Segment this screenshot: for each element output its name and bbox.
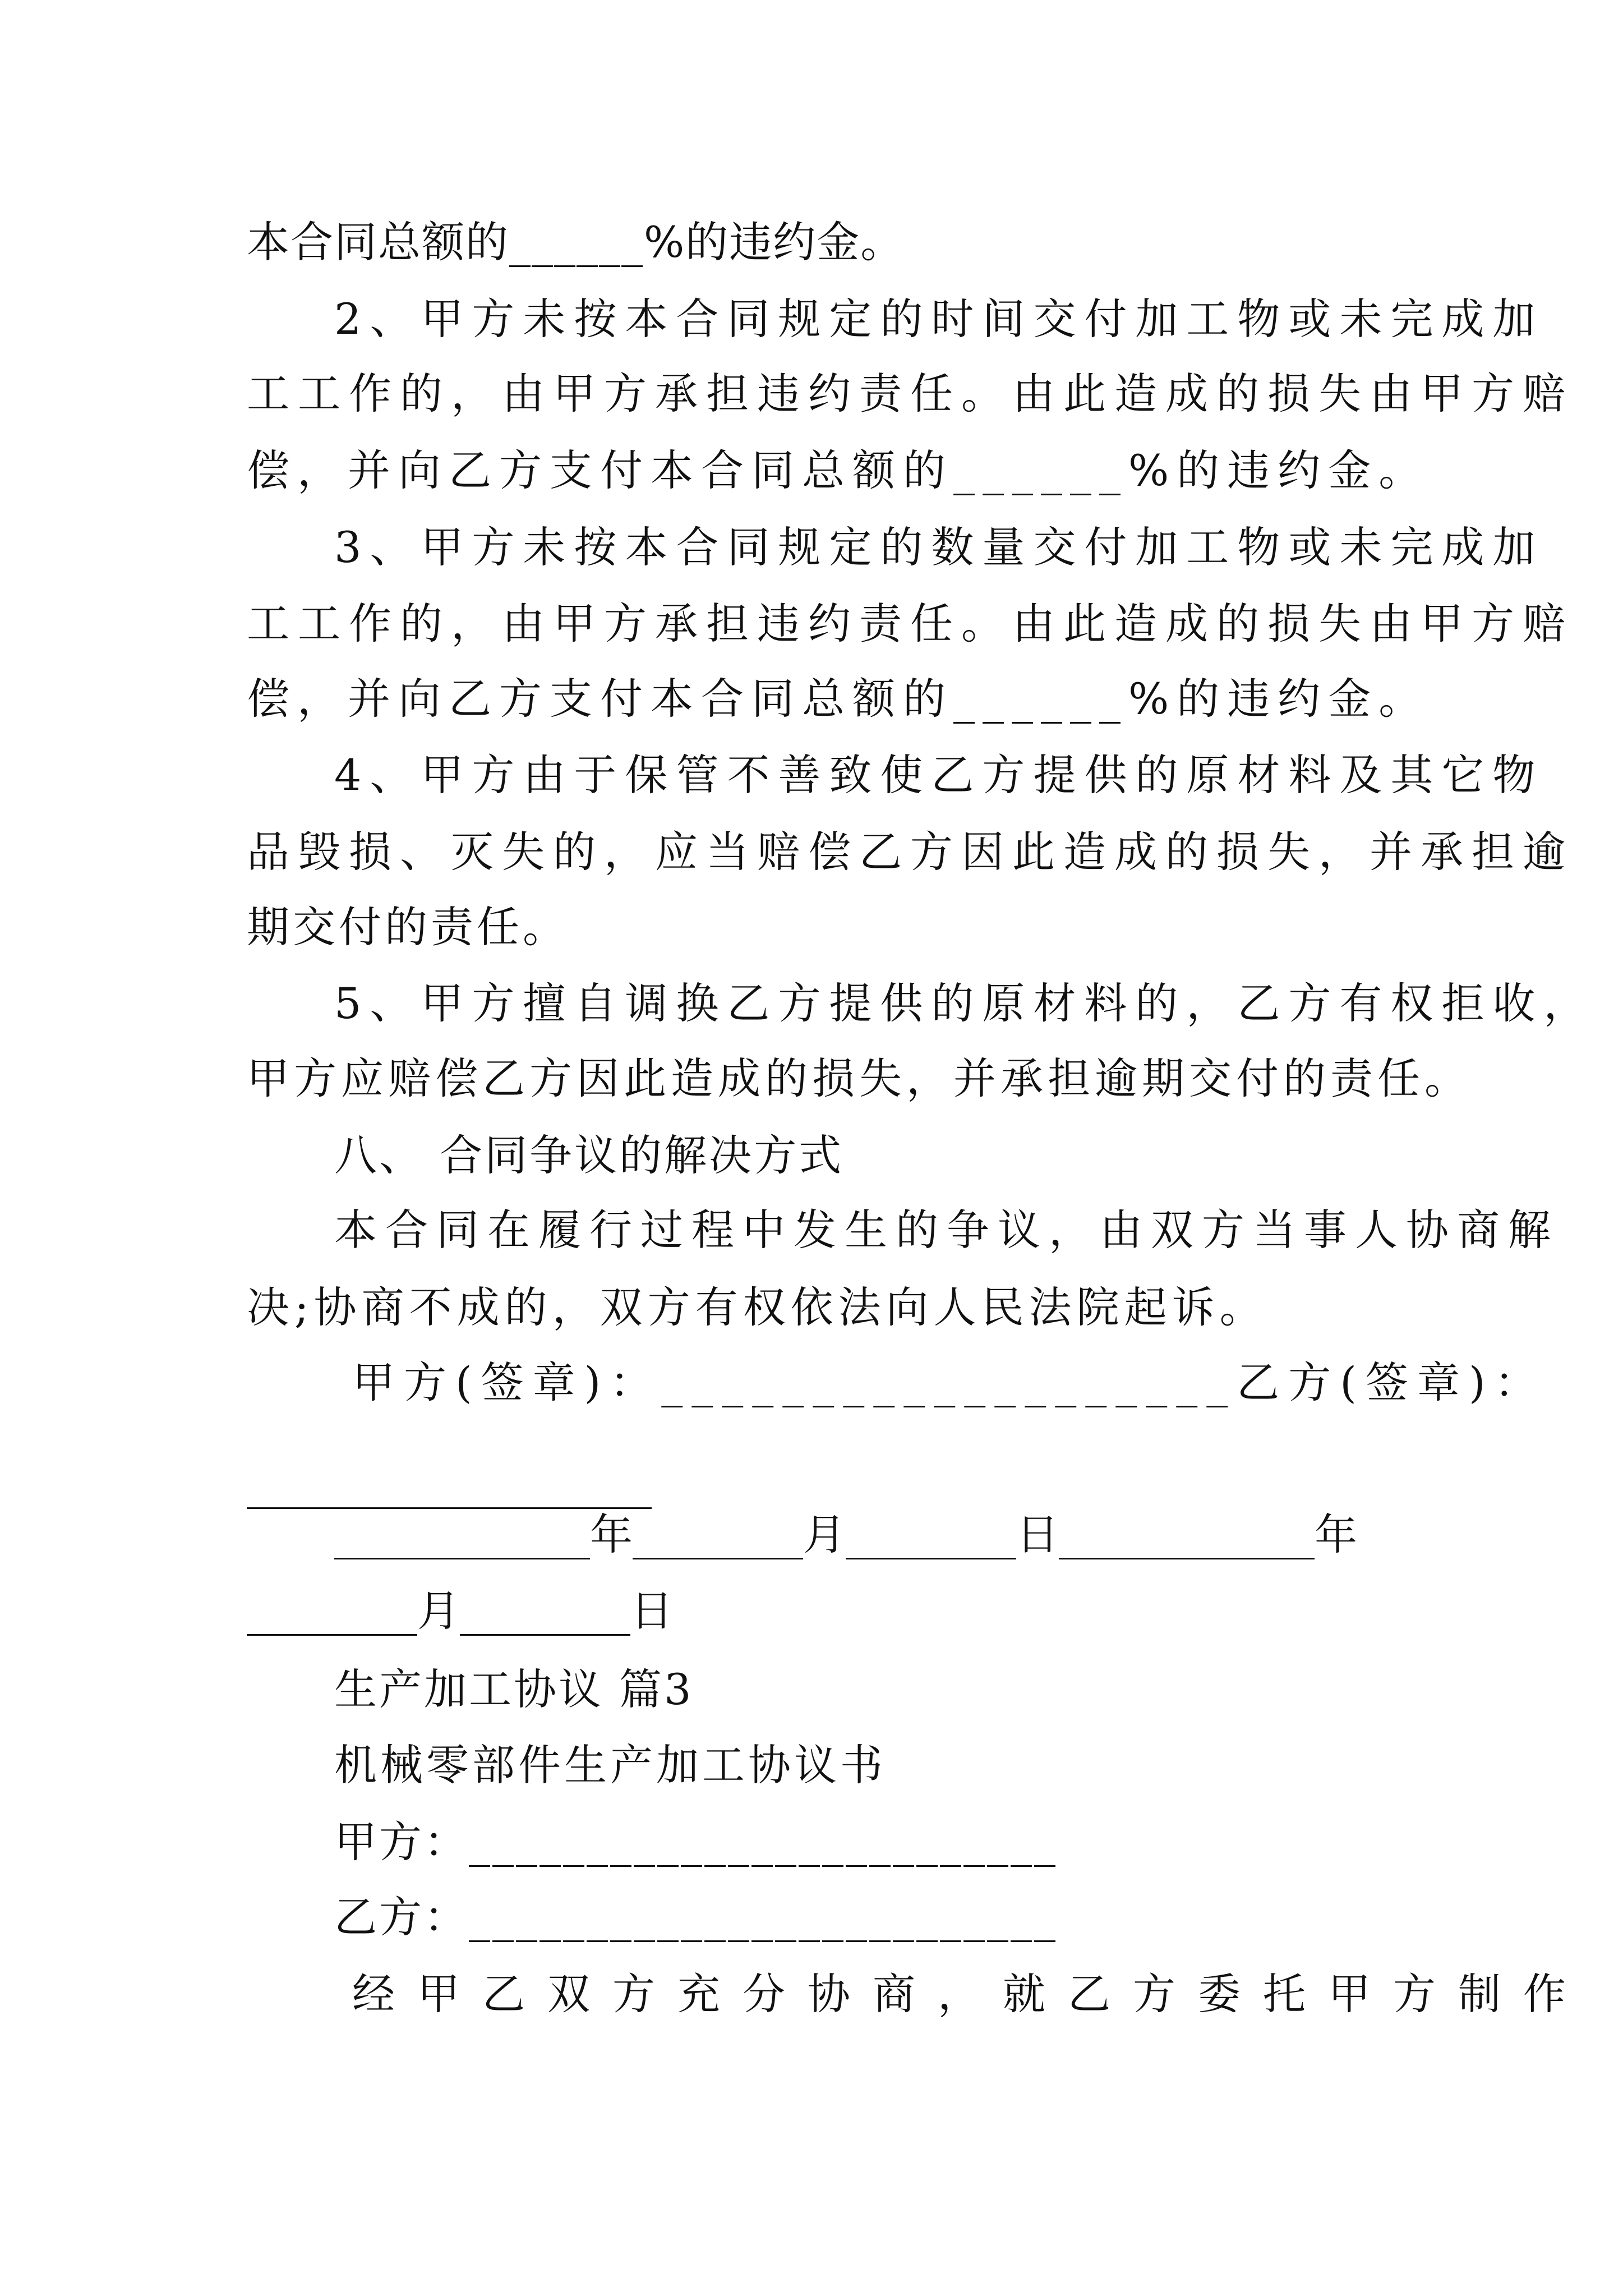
text-line-14: 本合同在履行过程中发生的争议，由双方当事人协商解 [334, 1205, 1559, 1255]
text-line-1: 本合同总额的______%的违约金。 [247, 217, 905, 267]
text-line-12: 甲方应赔偿乙方因此造成的损失，并承担逾期交付的责任。 [247, 1053, 1472, 1103]
text-line-6: 工工作的，由甲方承担违约责任。由此造成的损失由甲方赔 [247, 599, 1574, 648]
text-line-9: 品毁损、灭失的，应当赔偿乙方因此造成的损失，并承担逾 [247, 827, 1574, 877]
text-line-10: 期交付的责任。 [247, 902, 569, 952]
party-b-line: 乙方：_________________________ [334, 1892, 1058, 1942]
text-line-11: 5、甲方擅自调换乙方提供的原材料的，乙方有权拒收， [334, 978, 1595, 1028]
date-line-2: ________月________日 [247, 1586, 673, 1636]
text-line-8: 4、甲方由于保管不善致使乙方提供的原材料及其它物 [334, 750, 1544, 800]
section-heading-dispute-resolution: 八、 合同争议的解决方式 [334, 1130, 844, 1180]
article-title: 生产加工协议 篇3 [334, 1664, 694, 1714]
text-line-4: 偿，并向乙方支付本合同总额的______%的违约金。 [247, 445, 1430, 495]
text-line-3: 工工作的，由甲方承担违约责任。由此造成的损失由甲方赔 [247, 369, 1574, 418]
signature-blank-line: ___________________ [247, 1459, 652, 1509]
agreement-title: 机械零部件生产加工协议书 [334, 1740, 886, 1790]
text-line-7: 偿，并向乙方支付本合同总额的______%的违约金。 [247, 674, 1430, 724]
text-line-last: 经甲乙双方充分协商，就乙方委托甲方制作 [352, 1969, 1588, 2019]
text-line-15: 决;协商不成的，双方有权依法向人民法院起诉。 [247, 1282, 1267, 1332]
date-line-1: ____________年________月________日____________年 [334, 1510, 1357, 1559]
party-a-line: 甲方：_________________________ [334, 1817, 1058, 1867]
text-line-2: 2、甲方未按本合同规定的时间交付加工物或未完成加 [334, 294, 1544, 344]
text-line-5: 3、甲方未按本合同规定的数量交付加工物或未完成加 [334, 522, 1544, 572]
signature-line: 甲方(签章)：___________________乙方(签章)： [352, 1358, 1546, 1407]
